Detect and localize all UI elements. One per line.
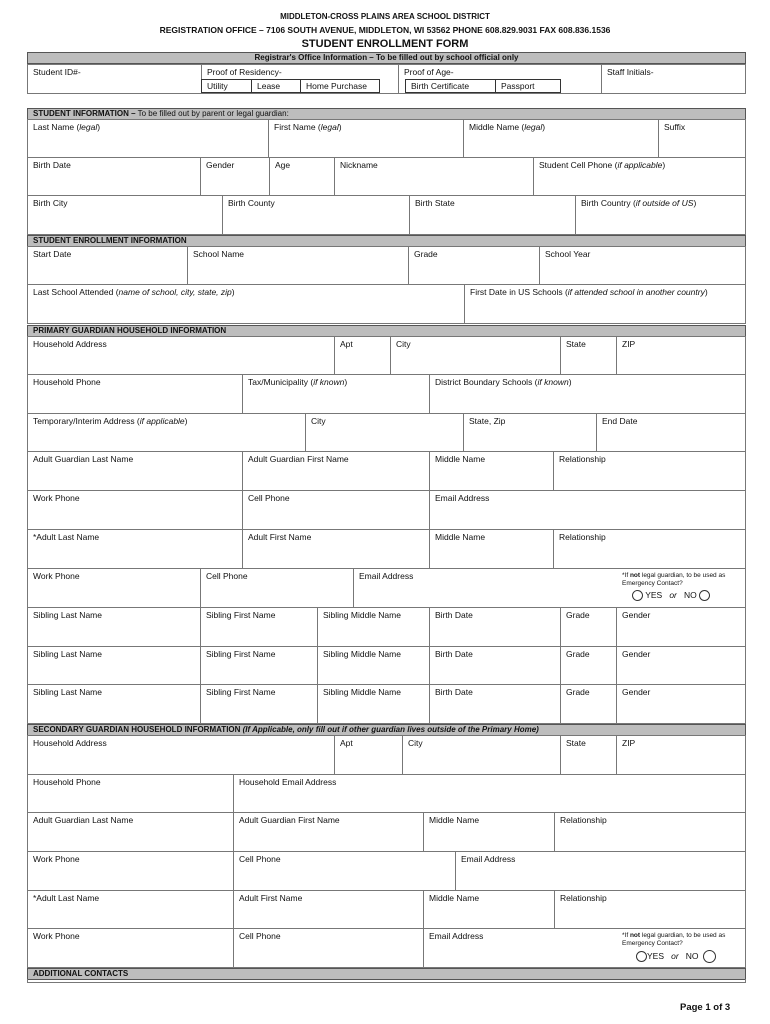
secondary-guardian-middle-field[interactable]: Middle Name: [423, 813, 554, 851]
primary-guardian-bar: PRIMARY GUARDIAN HOUSEHOLD INFORMATION: [27, 325, 746, 337]
secondary-adult-name-row: [27, 890, 746, 929]
sibling-first-field[interactable]: Sibling First Name: [200, 685, 317, 723]
adult-work-phone-field[interactable]: Work Phone: [33, 571, 80, 581]
student-cell-phone-field[interactable]: Student Cell Phone (if applicable): [533, 158, 747, 195]
or-label: or: [671, 950, 679, 961]
secondary-adult-phone-row: [27, 928, 746, 968]
city-field[interactable]: City: [390, 337, 560, 374]
page-number: Page 1 of 3: [680, 1002, 731, 1013]
adult-relationship-field[interactable]: Relationship: [553, 530, 747, 568]
birth-state-field[interactable]: Birth State: [409, 196, 575, 234]
sibling-middle-field[interactable]: Sibling Middle Name: [317, 647, 429, 684]
secondary-adult-work-phone-field[interactable]: Work Phone: [33, 931, 80, 941]
state-field[interactable]: State: [560, 337, 616, 374]
birth-county-field[interactable]: Birth County: [222, 196, 409, 234]
no-radio[interactable]: [699, 590, 710, 601]
secondary-adult-relationship-field[interactable]: Relationship: [554, 891, 747, 928]
adult-middle-field[interactable]: Middle Name: [429, 530, 553, 568]
office-address: REGISTRATION OFFICE – 7106 SOUTH AVENUE, MIDDLETON, WI 53562 PHONE 608.829.9031 FAX 608.836.1536: [159, 25, 611, 35]
sibling-row-2: [27, 646, 746, 685]
enrollment-form: [27, 52, 746, 983]
or-label: or: [669, 590, 677, 600]
age-field[interactable]: Age: [269, 158, 334, 195]
staff-initials-field[interactable]: Staff Initials-: [601, 65, 747, 93]
proof-age-field: Proof of Age-: [398, 65, 601, 93]
temp-address-row: [27, 413, 746, 452]
guardian-first-field[interactable]: Adult Guardian First Name: [242, 452, 429, 490]
primary-address-row: [27, 336, 746, 375]
student-id-field[interactable]: Student ID#-: [33, 67, 81, 77]
form-title: STUDENT ENROLLMENT FORM: [301, 38, 469, 50]
student-info-bar: STUDENT INFORMATION – To be filled out by parent or legal guardian:: [27, 108, 746, 120]
temp-state-zip-field[interactable]: State, Zip: [463, 414, 596, 451]
emergency-contact-note: *If not legal guardian, to be used as Emergency Contact?: [622, 572, 726, 587]
adult-phone-row: [27, 568, 746, 608]
lease-box[interactable]: Lease: [251, 79, 301, 93]
birth-city-field[interactable]: Birth City: [33, 198, 68, 208]
secondary-work-phone-field[interactable]: Work Phone: [33, 854, 80, 864]
adult-last-field[interactable]: *Adult Last Name: [33, 532, 100, 542]
end-date-field[interactable]: End Date: [596, 414, 747, 451]
zip-field[interactable]: ZIP: [616, 337, 747, 374]
enrollment-row: [27, 246, 746, 285]
sibling-row-1: [27, 607, 746, 647]
secondary-adult-cell-phone-field[interactable]: Cell Phone: [233, 929, 423, 967]
sibling-grade-field[interactable]: Grade: [560, 685, 616, 723]
yes-radio[interactable]: [632, 590, 643, 601]
secondary-phone-field[interactable]: Household Phone: [33, 777, 101, 787]
registrar-row: [27, 64, 746, 94]
secondary-phone-row: [27, 774, 746, 813]
sibling-last-field[interactable]: Sibling Last Name: [33, 610, 102, 620]
secondary-adult-first-field[interactable]: Adult First Name: [233, 891, 423, 928]
sibling-gender-field[interactable]: Gender: [616, 608, 747, 646]
birth-certificate-box[interactable]: Birth Certificate: [405, 79, 496, 93]
temp-address-field[interactable]: Temporary/Interim Address (if applicable): [33, 416, 188, 426]
secondary-adult-last-field[interactable]: *Adult Last Name: [33, 893, 100, 903]
student-birth-row: [27, 157, 746, 196]
secondary-guardian-last-field[interactable]: Adult Guardian Last Name: [33, 815, 134, 825]
yes-label: YES: [645, 590, 663, 600]
no-label: NO: [685, 950, 699, 961]
start-date-field[interactable]: Start Date: [33, 249, 72, 259]
sibling-grade-field[interactable]: Grade: [560, 647, 616, 684]
enrollment-bar: STUDENT ENROLLMENT INFORMATION: [27, 235, 746, 247]
secondary-guardian-phone-row: [27, 851, 746, 891]
school-year-field[interactable]: School Year: [539, 247, 747, 284]
birth-country-field[interactable]: Birth Country (if outside of US): [575, 196, 747, 234]
sibling-birth-date-field[interactable]: Birth Date: [429, 608, 560, 646]
secondary-email-field[interactable]: Household Email Address: [233, 775, 747, 812]
utility-box[interactable]: Utility: [201, 79, 252, 93]
adult-email-field[interactable]: Email Address: [353, 569, 747, 607]
first-name-field[interactable]: First Name (legal): [268, 120, 463, 157]
guardian-last-field[interactable]: Adult Guardian Last Name: [33, 454, 134, 464]
adult-first-field[interactable]: Adult First Name: [242, 530, 429, 568]
sibling-birth-date-field[interactable]: Birth Date: [429, 685, 560, 723]
sibling-gender-field[interactable]: Gender: [616, 647, 747, 684]
guardian-name-row: [27, 451, 746, 491]
gender-field[interactable]: Gender: [200, 158, 269, 195]
primary-phone-row: [27, 374, 746, 414]
school-name-field[interactable]: School Name: [187, 247, 408, 284]
nickname-field[interactable]: Nickname: [334, 158, 533, 195]
work-phone-field[interactable]: Work Phone: [33, 493, 80, 503]
grade-field[interactable]: Grade: [408, 247, 539, 284]
emergency-contact-choice: [632, 590, 710, 601]
sibling-gender-field[interactable]: Gender: [616, 685, 747, 723]
additional-contacts-area: [27, 979, 746, 983]
secondary-guardian-relationship-field[interactable]: Relationship: [554, 813, 747, 851]
guardian-phone-row: [27, 490, 746, 530]
sibling-first-field[interactable]: Sibling First Name: [200, 647, 317, 684]
home-purchase-box[interactable]: Home Purchase: [300, 79, 380, 93]
household-address-field[interactable]: Household Address: [33, 339, 107, 349]
last-name-field[interactable]: Last Name (legal): [33, 122, 101, 132]
secondary-guardian-first-field[interactable]: Adult Guardian First Name: [233, 813, 423, 851]
yes-radio[interactable]: [636, 951, 647, 962]
district-schools-field[interactable]: District Boundary Schools (if known): [429, 375, 747, 413]
adult-cell-phone-field[interactable]: Cell Phone: [200, 569, 353, 607]
middle-name-field[interactable]: Middle Name (legal): [463, 120, 658, 157]
adult-name-row: [27, 529, 746, 569]
secondary-guardian-name-row: [27, 812, 746, 852]
registrar-bar: Registrar's Office Information – To be filled out by school official only: [27, 52, 746, 64]
tax-municipality-field[interactable]: Tax/Municipality (if known): [242, 375, 429, 413]
email-field[interactable]: Email Address: [429, 491, 747, 529]
apt-field[interactable]: Apt: [334, 337, 390, 374]
sibling-last-field[interactable]: Sibling Last Name: [33, 649, 102, 659]
secondary-zip-field[interactable]: ZIP: [616, 736, 747, 774]
sibling-birth-date-field[interactable]: Birth Date: [429, 647, 560, 684]
sibling-first-field[interactable]: Sibling First Name: [200, 608, 317, 646]
first-date-us-field[interactable]: First Date in US Schools (if attended school in another country): [464, 285, 747, 323]
sibling-last-field[interactable]: Sibling Last Name: [33, 687, 102, 697]
sibling-row-3: [27, 684, 746, 724]
secondary-city-field[interactable]: City: [402, 736, 560, 774]
secondary-address-field[interactable]: Household Address: [33, 738, 107, 748]
passport-box[interactable]: Passport: [495, 79, 561, 93]
sibling-grade-field[interactable]: Grade: [560, 608, 616, 646]
secondary-emergency-choice: [636, 950, 716, 963]
cell-phone-field[interactable]: Cell Phone: [242, 491, 429, 529]
no-label: NO: [683, 590, 697, 600]
sibling-middle-field[interactable]: Sibling Middle Name: [317, 685, 429, 723]
secondary-guardian-bar: SECONDARY GUARDIAN HOUSEHOLD INFORMATION (If Applicable, only fill out if other guardian lives outside of the Primary Home): [27, 724, 746, 736]
student-birthplace-row: [27, 195, 746, 235]
secondary-state-field[interactable]: State: [560, 736, 616, 774]
last-school-field[interactable]: Last School Attended (name of school, city, state, zip): [33, 287, 235, 297]
proof-residency-field: Proof of Residency-: [201, 65, 398, 93]
secondary-cell-phone-field[interactable]: Cell Phone: [233, 852, 455, 890]
additional-contacts-bar: ADDITIONAL CONTACTS: [27, 968, 746, 980]
guardian-middle-field[interactable]: Middle Name: [429, 452, 553, 490]
guardian-relationship-field[interactable]: Relationship: [553, 452, 747, 490]
temp-city-field[interactable]: City: [305, 414, 463, 451]
secondary-adult-middle-field[interactable]: Middle Name: [423, 891, 554, 928]
last-school-row: [27, 284, 746, 324]
no-radio[interactable]: [703, 950, 716, 963]
secondary-email-address-field[interactable]: Email Address: [455, 852, 747, 890]
sibling-middle-field[interactable]: Sibling Middle Name: [317, 608, 429, 646]
secondary-emergency-note: *If not legal guardian, to be used as Emergency Contact?: [622, 932, 726, 947]
secondary-apt-field[interactable]: Apt: [334, 736, 402, 774]
birth-date-field[interactable]: Birth Date: [33, 160, 71, 170]
secondary-address-row: [27, 735, 746, 775]
district-name: MIDDLETON-CROSS PLAINS AREA SCHOOL DISTRICT: [280, 12, 490, 21]
household-phone-field[interactable]: Household Phone: [33, 377, 101, 387]
suffix-field[interactable]: Suffix: [658, 120, 747, 157]
secondary-adult-email-field[interactable]: Email Address: [423, 929, 747, 967]
yes-label: YES: [647, 950, 665, 961]
student-name-row: [27, 119, 746, 158]
